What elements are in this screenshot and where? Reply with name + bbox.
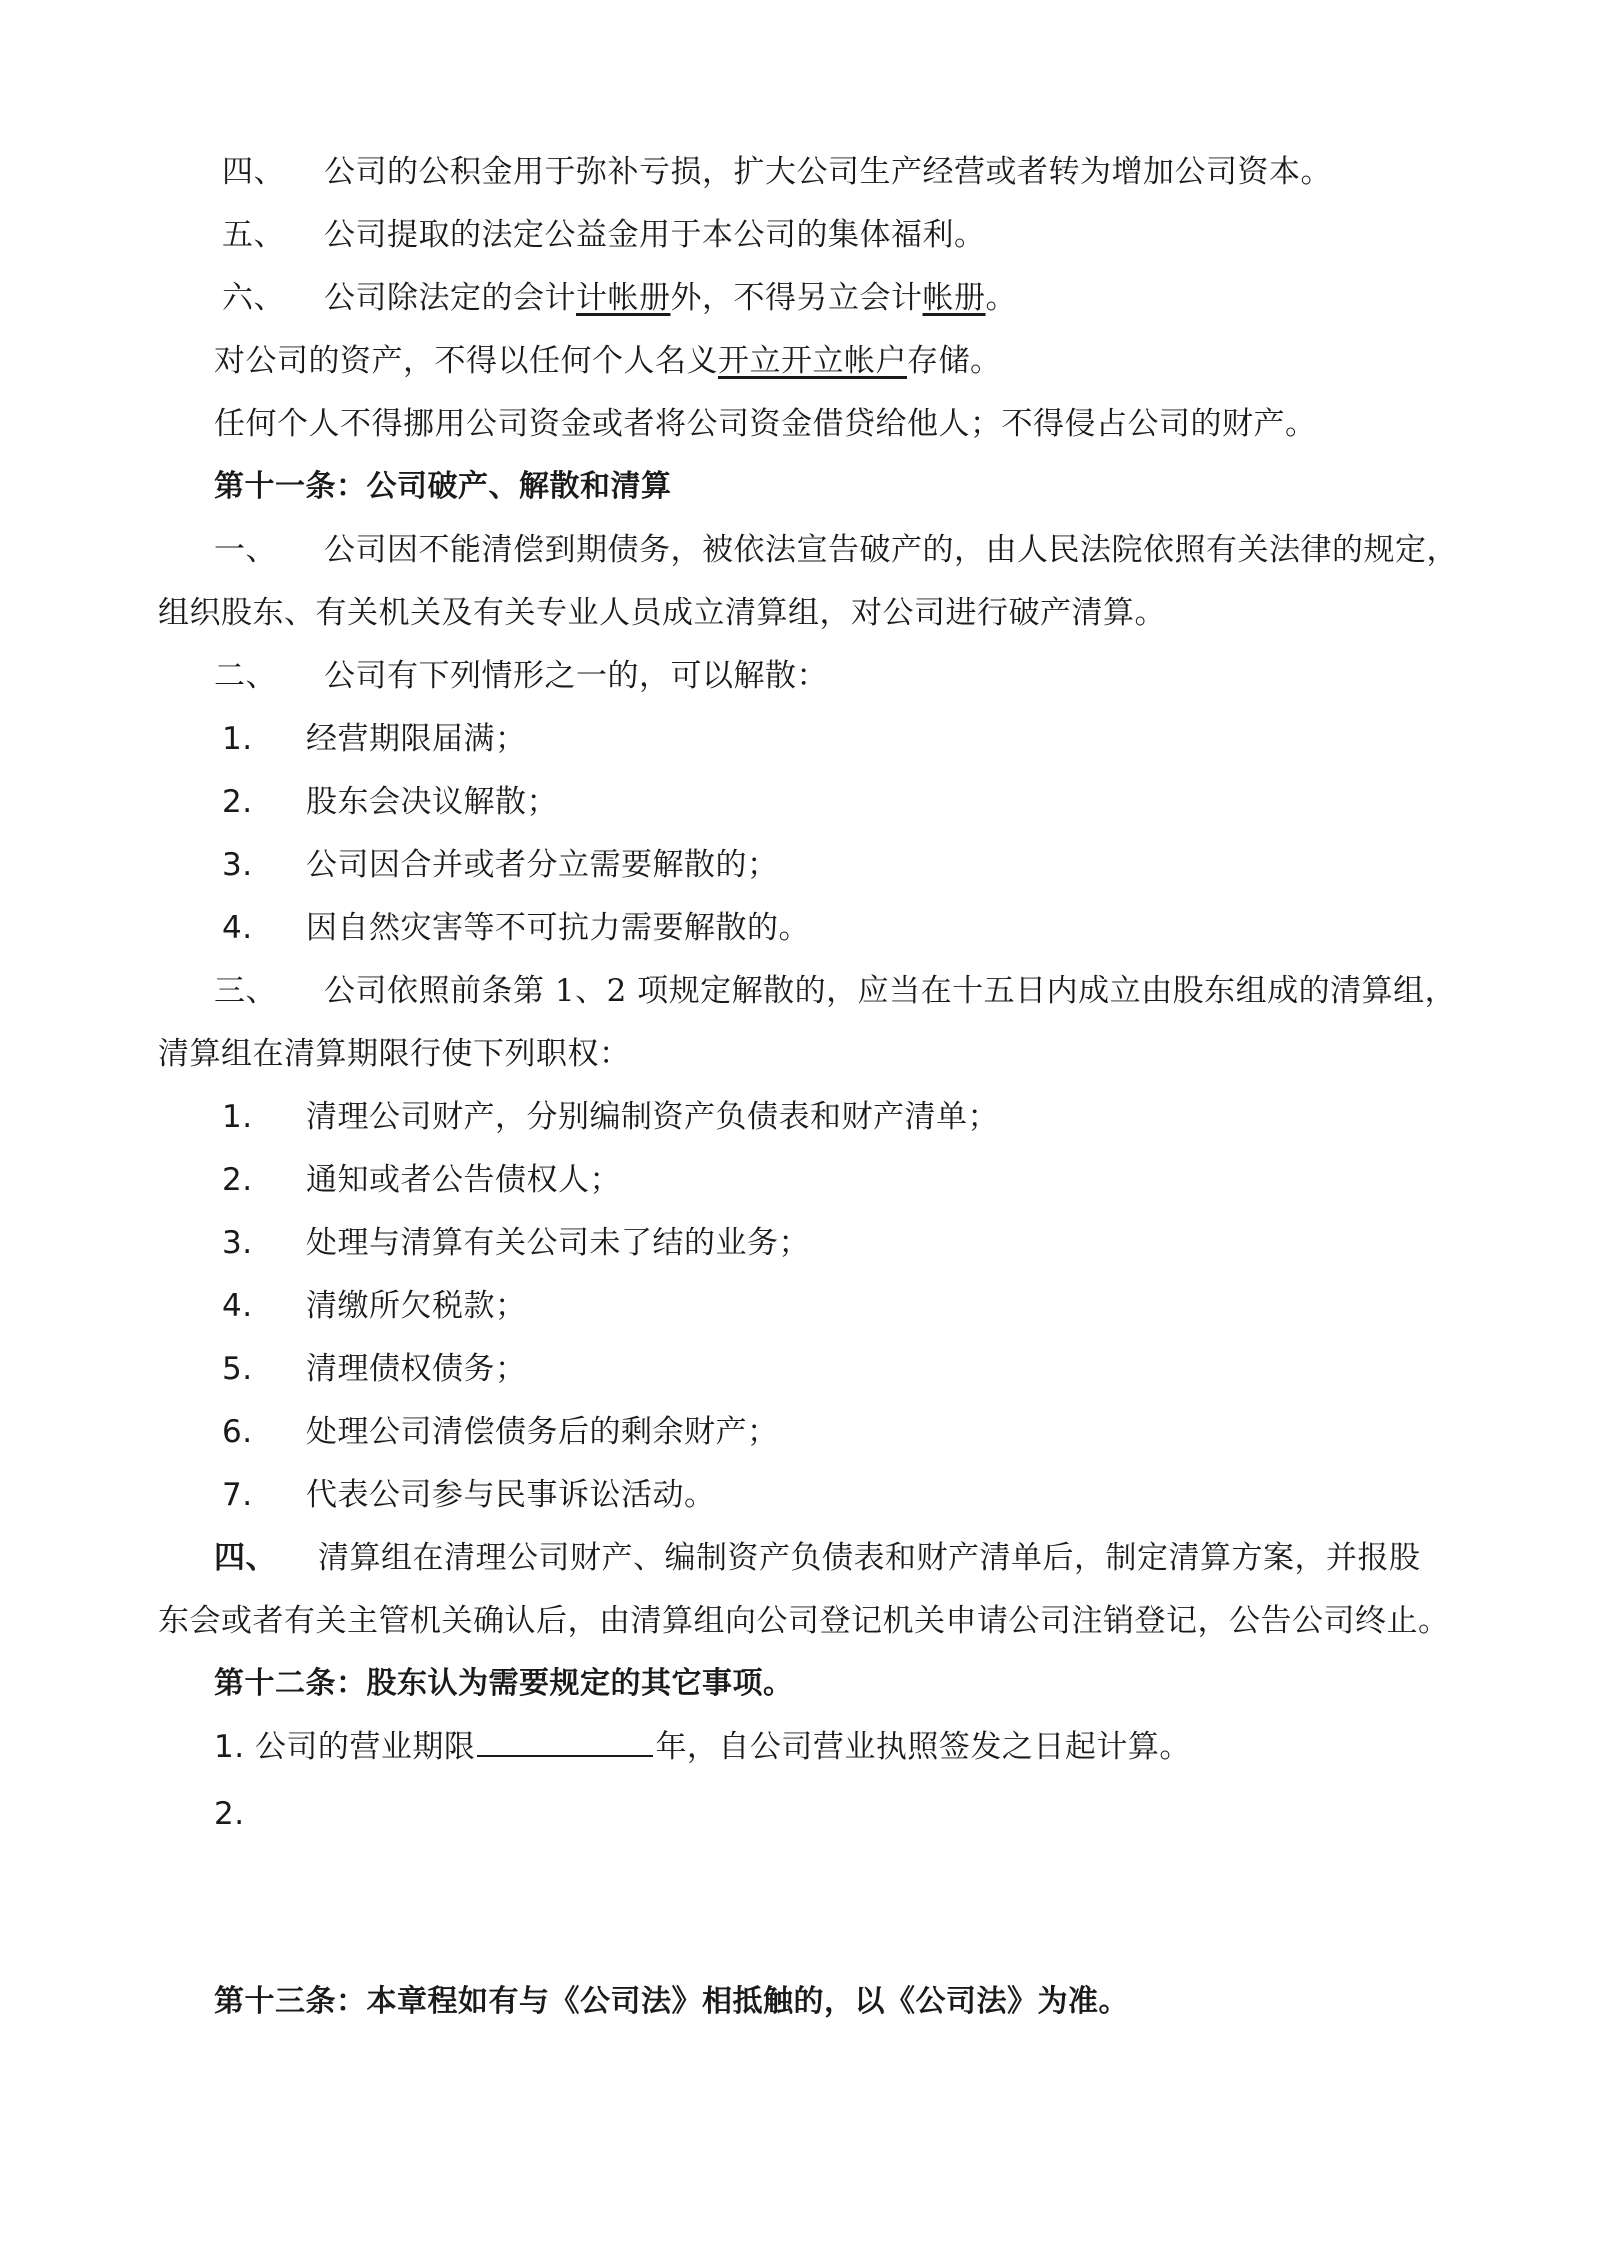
list-text: 清理债权债务； <box>306 1351 527 1387</box>
clause-text: 外，不得另立会计 <box>670 280 923 316</box>
paragraph-assets <box>214 341 1002 381</box>
clause-text: 。 <box>985 280 1017 316</box>
paragraph-text: 存储。 <box>907 343 1002 379</box>
clause-text: 公司因不能清偿到期债务，被依法宣告破产的，由人民法院依照有关法律的规定， <box>324 532 1458 568</box>
clause-marker: 四、 <box>214 1540 277 1576</box>
section-3-liquidation-line1 <box>214 971 1456 1011</box>
clause-marker: 六、 <box>222 280 285 316</box>
list-text: 公司的营业期限 <box>254 1729 476 1765</box>
clause-text: 公司除法定的会计 <box>324 280 576 316</box>
clause-5-welfare-fund <box>222 215 986 255</box>
paragraph-text: 对公司的资产，不得以任何个人名义 <box>214 343 718 379</box>
list-number: 3. <box>222 1225 253 1261</box>
clause-text: 公司依照前条第 1、2 项规定解散的，应当在十五日内成立由股东组成的清算组， <box>324 973 1457 1009</box>
underlined-term: 计帐册 <box>576 280 671 316</box>
list-number: 6. <box>222 1414 253 1450</box>
underlined-term: 帐册 <box>922 280 986 316</box>
list-text: 清缴所欠税款； <box>306 1288 527 1324</box>
list-item <box>222 1412 779 1452</box>
section-1-bankruptcy-line1 <box>214 530 1458 570</box>
clause-marker: 四、 <box>222 154 285 190</box>
list-text: 因自然灾害等不可抗力需要解散的。 <box>306 910 810 946</box>
list-text: 公司因合并或者分立需要解散的； <box>306 847 779 883</box>
clause-text: 清算组在清理公司财产、编制资产负债表和财产清单后，制定清算方案，并报股 <box>318 1540 1421 1576</box>
list-number: 1. <box>214 1729 245 1765</box>
clause-6-accounting-books <box>222 278 1017 318</box>
clause-text: 公司有下列情形之一的，可以解散： <box>324 658 828 694</box>
clause-marker: 五、 <box>222 217 285 253</box>
list-number: 4. <box>222 1288 253 1324</box>
list-number: 4. <box>222 910 253 946</box>
list-item <box>222 1223 810 1263</box>
underlined-term: 开立开立帐户 <box>718 343 907 379</box>
section-2-dissolution <box>214 656 828 696</box>
list-item <box>222 908 810 948</box>
clause-text: 公司提取的法定公益金用于本公司的集体福利。 <box>324 217 986 253</box>
fill-in-blank <box>477 1727 653 1757</box>
article-12-heading: 第十二条：股东认为需要规定的其它事项。 <box>214 1666 794 1701</box>
list-number: 5. <box>222 1351 253 1387</box>
section-4-liquidation-plan-line2: 东会或者有关主管机关确认后，由清算组向公司登记机关申请公司注销登记，公告公司终止。 <box>158 1603 1450 1639</box>
list-item <box>222 1097 999 1137</box>
list-text: 代表公司参与民事诉讼活动。 <box>306 1477 716 1513</box>
list-text: 通知或者公告债权人； <box>306 1162 621 1198</box>
list-item <box>222 1349 527 1389</box>
list-text: 处理与清算有关公司未了结的业务； <box>306 1225 810 1261</box>
paragraph-misappropriation <box>214 404 1317 444</box>
list-item <box>222 1160 621 1200</box>
list-number: 7. <box>222 1477 253 1513</box>
article-13-heading: 第十三条：本章程如有与《公司法》相抵触的，以《公司法》为准。 <box>214 1984 1129 2019</box>
list-item <box>222 782 558 822</box>
clause-marker: 一、 <box>214 532 277 568</box>
section-3-liquidation-line2: 清算组在清算期限行使下列职权： <box>158 1036 631 1072</box>
clause-marker: 三、 <box>214 973 277 1009</box>
list-number: 1. <box>222 721 253 757</box>
article-12-item-1 <box>214 1727 1191 1767</box>
list-item <box>222 845 779 885</box>
clause-marker: 二、 <box>214 658 277 694</box>
clause-text: 公司的公积金用于弥补亏损，扩大公司生产经营或者转为增加公司资本。 <box>324 154 1332 190</box>
list-item <box>222 1286 527 1326</box>
list-text: 处理公司清偿债务后的剩余财产； <box>306 1414 779 1450</box>
list-text: 年，自公司营业执照签发之日起计算。 <box>655 1729 1191 1765</box>
list-number: 3. <box>222 847 253 883</box>
article-12-item-2: 2. <box>214 1796 245 1832</box>
section-1-bankruptcy-line2: 组织股东、有关机关及有关专业人员成立清算组，对公司进行破产清算。 <box>158 595 1166 631</box>
list-number: 2. <box>222 784 253 820</box>
list-item <box>222 1475 716 1515</box>
list-number: 2. <box>222 1162 253 1198</box>
section-4-liquidation-plan-line1 <box>214 1538 1421 1578</box>
article-11-heading: 第十一条：公司破产、解散和清算 <box>214 469 672 504</box>
clause-4-accumulation-fund <box>222 152 1332 192</box>
paragraph-text: 任何个人不得挪用公司资金或者将公司资金借贷给他人；不得侵占公司的财产。 <box>214 406 1317 442</box>
list-text: 经营期限届满； <box>306 721 527 757</box>
list-number: 1. <box>222 1099 253 1135</box>
list-text: 清理公司财产，分别编制资产负债表和财产清单； <box>306 1099 999 1135</box>
list-item <box>222 719 527 759</box>
list-text: 股东会决议解散； <box>306 784 558 820</box>
